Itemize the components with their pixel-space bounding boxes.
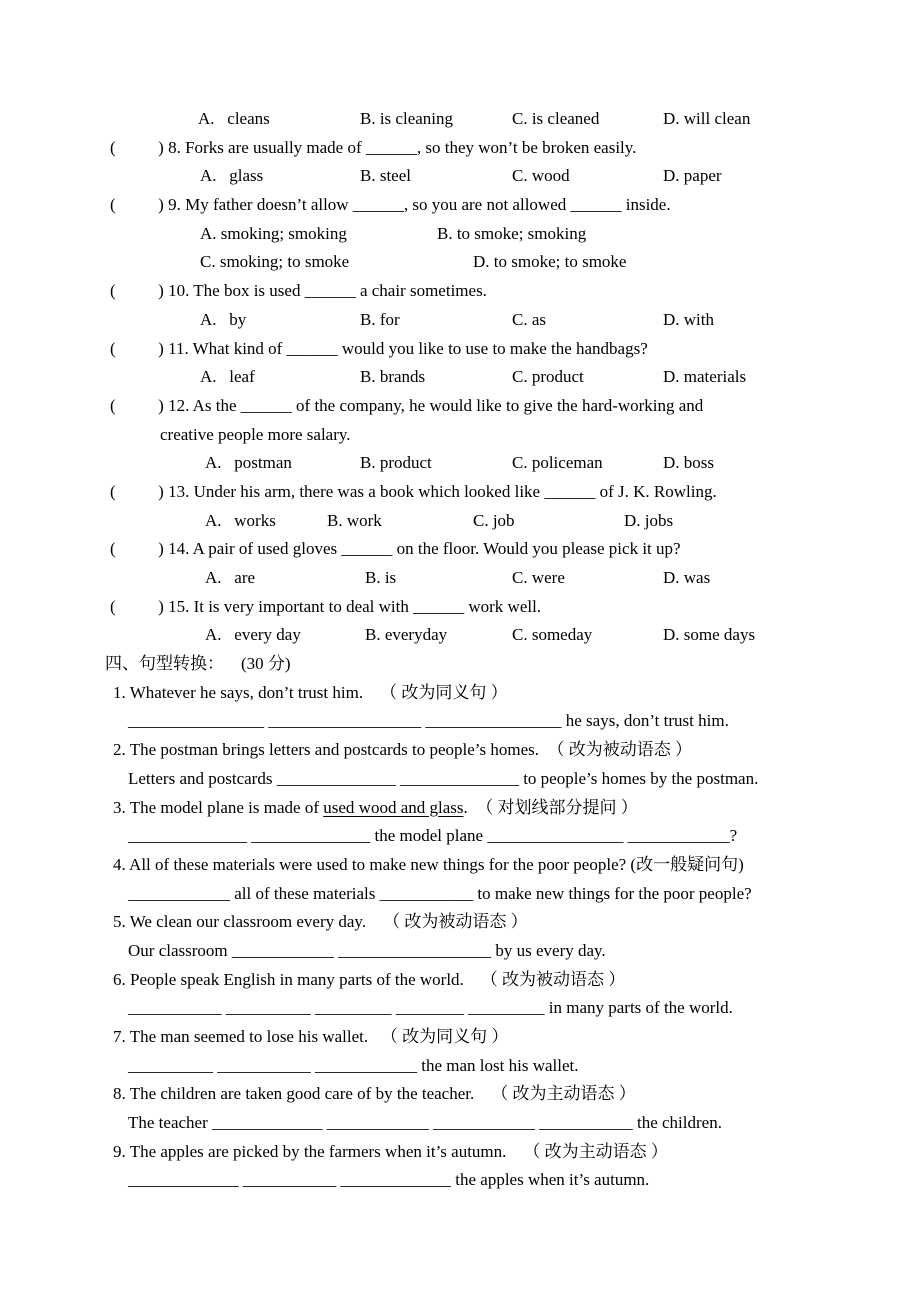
transform-item-row [0, 736, 920, 765]
answer-blanks-row [0, 822, 920, 851]
answer-blanks-row [0, 1052, 920, 1081]
question-text: ( ) 11. What kind of ______ would you like to use to make the handbags? [110, 338, 648, 358]
option-text: A. leaf [200, 367, 255, 387]
answer-blank-line: Letters and postcards ______________ ______________ to people’s homes by the postman. [128, 768, 759, 788]
option-row [0, 564, 920, 593]
option-text: B. product [360, 453, 432, 473]
answer-blanks-row [0, 994, 920, 1023]
option-text: C. as [512, 309, 546, 329]
question-row [0, 535, 920, 564]
option-text: A. cleans [198, 109, 270, 128]
option-text: A. works [205, 510, 276, 530]
question-row [0, 335, 920, 364]
option-text: D. will clean [663, 109, 751, 128]
option-text: D. paper [663, 166, 722, 186]
underlined-phrase: used wood and glass [323, 797, 464, 817]
option-row [0, 105, 920, 134]
answer-blank-line: ________________ __________________ ________________ he says, don’t trust him. [128, 711, 729, 731]
transform-item-text: 8. The children are taken good care of by the teacher. （ 改为主动语态 ） [113, 1084, 636, 1104]
option-text: C. product [512, 367, 584, 387]
option-text: B. to smoke; smoking [437, 223, 587, 243]
question-text: ( ) 10. The box is used ______ a chair sometimes. [110, 281, 487, 301]
option-text: C. smoking; to smoke [200, 252, 350, 272]
document-body [0, 105, 920, 1195]
transform-item-row [0, 794, 920, 823]
answer-blank-line: ____________ all of these materials ___________ to make new things for the poor people? [128, 883, 752, 903]
question-row [0, 392, 920, 421]
option-row [0, 248, 920, 277]
option-text: D. some days [663, 625, 756, 645]
option-text: D. with [663, 309, 714, 329]
option-text: C. someday [512, 625, 593, 645]
option-text: B. for [360, 309, 400, 329]
option-text: D. was [663, 568, 711, 587]
option-text: D. boss [663, 453, 715, 473]
option-text: A. smoking; smoking [200, 223, 347, 243]
question-text: ( ) 12. As the ______ of the company, he would like to give the hard-working and [110, 395, 704, 415]
question-text: ( ) 8. Forks are usually made of ______, so they won’t be broken easily. [110, 137, 637, 157]
transform-item-text: 9. The apples are picked by the farmers when it’s autumn. （ 改为主动语态 ） [113, 1141, 668, 1161]
option-text: C. wood [512, 166, 570, 186]
option-text: B. everyday [365, 625, 448, 645]
transform-item-row [0, 908, 920, 937]
transform-item-text: 4. All of these materials were used to make new things for the poor people? (改一般疑问句) [113, 854, 744, 874]
question-text: ( ) 14. A pair of used gloves ______ on the floor. Would you please pick it up? [110, 539, 681, 559]
transform-item-row [0, 1080, 920, 1109]
option-text: B. work [327, 510, 382, 530]
option-row [0, 621, 920, 650]
answer-blanks-row [0, 880, 920, 909]
transform-item-row [0, 1138, 920, 1167]
question-text: creative people more salary. [160, 424, 351, 444]
transform-item-text: 1. Whatever he says, don’t trust him. （ 改为同义句 ） [113, 682, 508, 702]
option-text: C. policeman [512, 453, 603, 473]
question-continuation-row [0, 421, 920, 450]
question-text: ( ) 13. Under his arm, there was a book which looked like ______ of J. K. Rowling. [110, 481, 717, 501]
transform-item-row [0, 1023, 920, 1052]
question-text: ( ) 9. My father doesn’t allow ______, so you are not allowed ______ inside. [110, 195, 671, 215]
question-row [0, 593, 920, 622]
option-text: D. jobs [624, 510, 674, 530]
answer-blanks-row [0, 937, 920, 966]
answer-blanks-row [0, 1109, 920, 1138]
option-text: C. job [473, 510, 515, 530]
answer-blanks-row [0, 765, 920, 794]
option-row [0, 162, 920, 191]
question-text: ( ) 15. It is very important to deal with ______ work well. [110, 596, 542, 616]
answer-blank-line: Our classroom ____________ __________________ by us every day. [128, 940, 606, 960]
text-run: . （ 对划线部分提问 ） [463, 797, 638, 817]
option-row [0, 306, 920, 335]
option-text: D. materials [663, 367, 747, 387]
option-row [0, 363, 920, 392]
option-text: A. postman [205, 453, 292, 473]
question-row [0, 134, 920, 163]
option-text: A. by [200, 309, 247, 329]
section-heading-row [0, 650, 920, 679]
section-heading: 四、句型转换： (30 分) [105, 654, 291, 674]
answer-blanks-row [0, 1166, 920, 1195]
option-text: C. is cleaned [512, 109, 600, 128]
option-text: A. glass [200, 166, 264, 186]
text-run: 3. The model plane is made of [113, 797, 324, 817]
question-row [0, 191, 920, 220]
option-text: A. are [205, 568, 256, 587]
option-text: B. steel [360, 166, 411, 186]
transform-item-row [0, 679, 920, 708]
option-text: B. is [365, 568, 397, 587]
option-text: B. brands [360, 367, 426, 387]
option-row [0, 507, 920, 536]
transform-item-text: 2. The postman brings letters and postcards to people’s homes. （ 改为被动语态 ） [113, 740, 693, 760]
question-row [0, 277, 920, 306]
transform-item-text: 7. The man seemed to lose his wallet. （ 改为同义句 ） [113, 1027, 509, 1046]
transform-item-row [0, 966, 920, 995]
answer-blank-line: _____________ ___________ _____________ the apples when it’s autumn. [128, 1170, 650, 1190]
answer-blank-line: The teacher _____________ ____________ ____________ ___________ the children. [128, 1113, 722, 1133]
answer-blank-line: __________ ___________ ____________ the man lost his wallet. [128, 1055, 579, 1075]
option-row [0, 220, 920, 249]
option-row [0, 449, 920, 478]
question-row [0, 478, 920, 507]
option-text: B. is cleaning [360, 109, 454, 128]
answer-blank-line: ___________ __________ _________ ________ _________ in many parts of the world. [128, 998, 733, 1018]
option-text: D. to smoke; to smoke [473, 252, 627, 272]
option-text: A. every day [205, 625, 301, 645]
transform-item-text: 6. People speak English in many parts of the world. （ 改为被动语态 ） [113, 969, 626, 989]
answer-blanks-row [0, 707, 920, 736]
transform-item-row [0, 851, 920, 880]
transform-item-text: 5. We clean our classroom every day. （ 改为被动语态 ） [113, 912, 528, 932]
transform-item-text [113, 794, 638, 823]
option-text: C. were [512, 568, 565, 587]
answer-blank-line: ______________ ______________ the model plane ________________ ____________? [128, 826, 738, 846]
